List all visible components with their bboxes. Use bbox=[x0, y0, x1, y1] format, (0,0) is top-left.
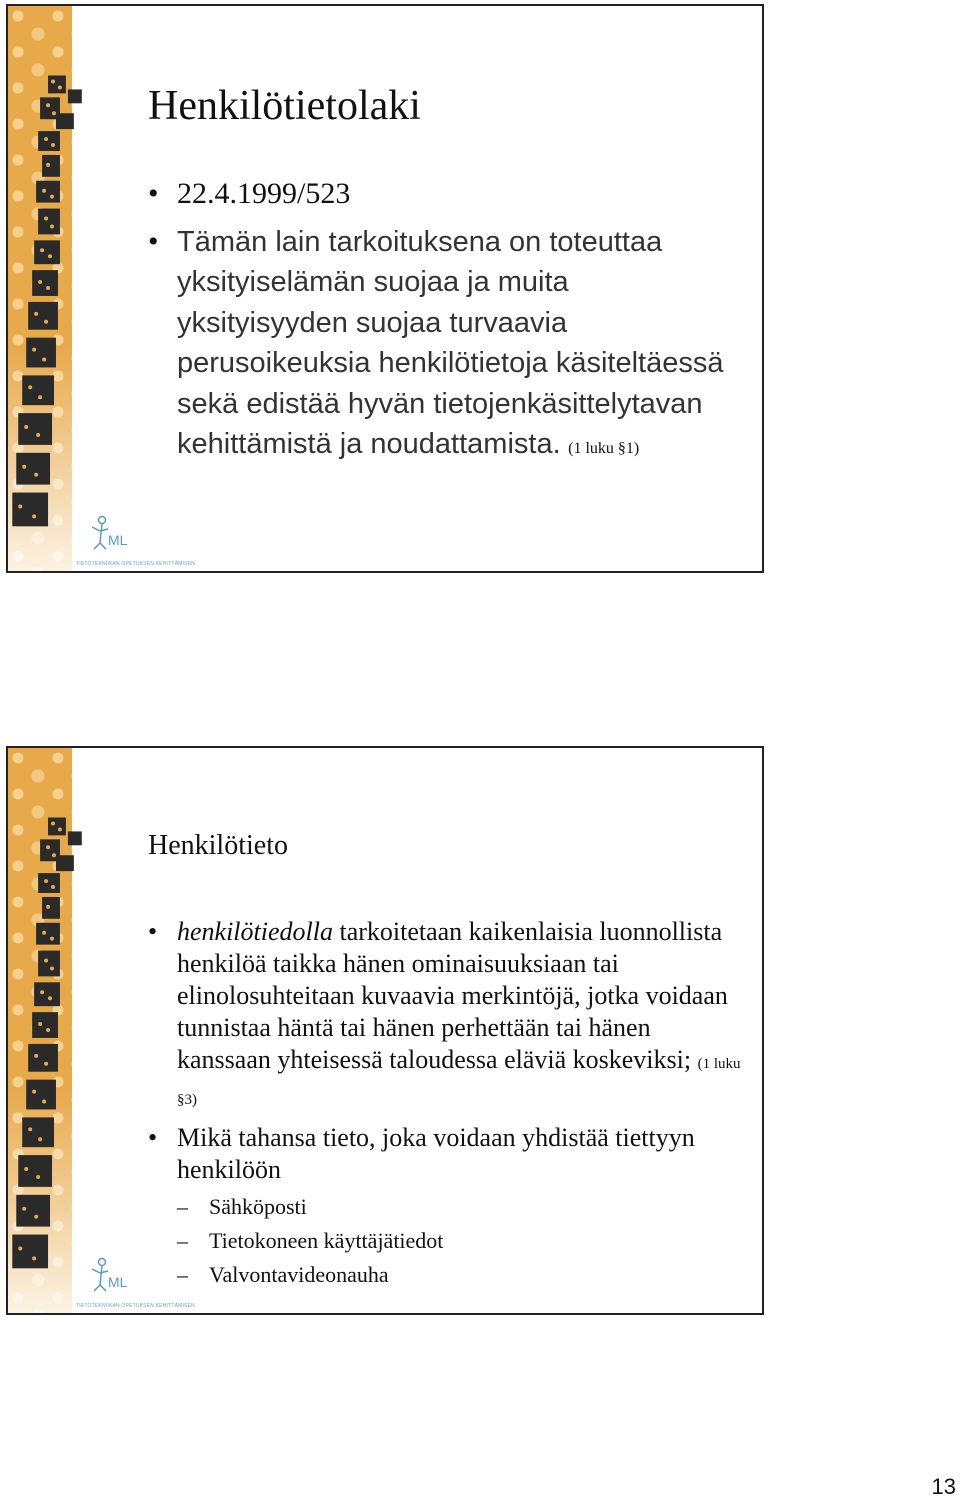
logo-figure-icon bbox=[76, 515, 136, 551]
logo bbox=[76, 515, 195, 567]
slide-1 bbox=[6, 4, 764, 573]
sub-item: – Valvontavideonauha bbox=[177, 1258, 742, 1292]
sub-list bbox=[177, 1190, 742, 1292]
sub-item: – Sähköposti bbox=[177, 1190, 742, 1224]
law-number: 22.4.1999/523 bbox=[177, 177, 351, 210]
slide-2 bbox=[6, 746, 764, 1315]
block-tower-graphic bbox=[8, 6, 98, 571]
bullet-list bbox=[148, 916, 742, 1298]
logo-tagline: TIETOTEKNIIKAN OPETUKSEN KEHITTÄMISEN bbox=[76, 561, 195, 567]
slide-title: Henkilötietolaki bbox=[148, 83, 421, 129]
bullet-item bbox=[148, 916, 742, 1116]
law-reference: (1 luku §1) bbox=[568, 440, 640, 457]
slide-title: Henkilötieto bbox=[148, 830, 288, 861]
bullet-item bbox=[148, 222, 742, 470]
bullet-list bbox=[148, 174, 742, 477]
logo-tagline: TIETOTEKNIIKAN OPETUKSEN KEHITTÄMISEN bbox=[76, 1303, 195, 1309]
page-number: 13 bbox=[931, 1474, 956, 1499]
law-reference: (1 luku §3) bbox=[177, 1056, 741, 1108]
defined-term: henkilötiedolla bbox=[177, 917, 333, 946]
block-tower-graphic bbox=[8, 748, 98, 1313]
sub-item: – Tietokoneen käyttäjätiedot bbox=[177, 1224, 742, 1258]
definition-text: tarkoitetaan kaikenlaisia luonnollista henkilöä taikka hänen ominaisuuksiaan tai elinolosuhteitaan kuvaavia merkintöjä, jotka voidaan tunnistaa häntä tai hänen perhettään tai hänen kanssaan yhteisessä taloudessa eläviä koskeviksi; bbox=[177, 917, 728, 1074]
bullet-text: Mikä tahansa tieto, joka voidaan yhdistää tiettyyn henkilöön bbox=[177, 1123, 695, 1184]
logo-letters: ML bbox=[108, 532, 128, 548]
bullet-item bbox=[148, 174, 742, 215]
logo-letters: ML bbox=[108, 1274, 128, 1290]
logo-figure-icon bbox=[76, 1257, 136, 1293]
bullet-item bbox=[148, 1122, 742, 1292]
law-purpose-text: Tämän lain tarkoituksena on toteuttaa yksityiselämän suojaa ja muita yksityisyyden suojaa turvaavia perusoikeuksia henkilötietoja käsiteltäessä sekä edistää hyvän tietojenkäsittelytavan kehittämistä ja noudattamista. bbox=[177, 225, 724, 460]
